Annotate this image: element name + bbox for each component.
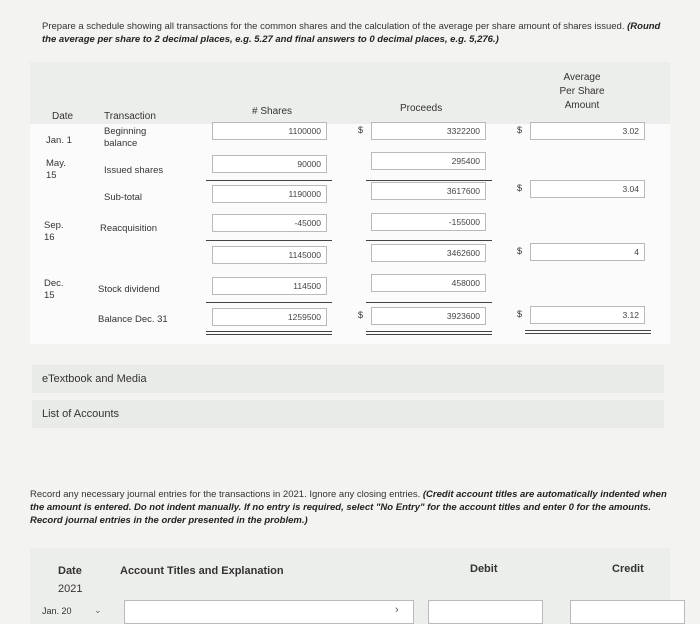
row3-transaction: Sub-total [104,192,143,203]
row1-shares-input[interactable]: 1100000 [212,122,327,140]
row7-avg-input[interactable]: 3.12 [530,306,645,324]
row6-proceeds-input[interactable]: 458000 [371,274,486,292]
row7-shares-double-underline [206,331,332,335]
row2-date: May. 15 [46,158,66,181]
journal-header-debit: Debit [470,563,498,575]
row4-proceeds-input[interactable]: -155000 [371,213,486,231]
row2-shares-input[interactable]: 90000 [212,155,327,173]
header-avg-line1: Average [563,72,601,83]
journal-header-credit: Credit [612,563,644,575]
row5-shares-input[interactable]: 1145000 [212,246,327,264]
row2-proceeds-input[interactable]: 295400 [371,152,486,170]
row6-transaction: Stock dividend [98,284,160,295]
row1-proceeds-dollar: $ [358,125,364,135]
row1-proceeds-input[interactable]: 3322200 [371,122,486,140]
journal-instructions-text: Record any necessary journal entries for the transactions in 2021. Ignore any closing entries. [30,489,421,500]
list-of-accounts-label: List of Accounts [42,408,120,420]
row1-transaction: Beginning balance [104,126,147,149]
row4-proceeds-underline [366,240,492,241]
row7-proceeds-dollar: $ [358,310,364,320]
journal-year: 2021 [58,583,83,595]
row7-avg-double-underline [525,330,651,334]
row5-avg-dollar: $ [517,246,523,256]
journal-credit-input[interactable] [570,600,685,624]
instructions-rounding-note: (Round the average per share to 2 decimal places, e.g. 5.27 and final answers to 0 decimal places, e.g. 5,276.) [42,21,661,45]
journal-instructions-note: (Credit account titles are automatically indented when the amount is entered. Do not indent manually. If no entry is required, select "No Entry" for the account titles and enter 0 for the amounts. Record journal entries in the order presented in the problem.) [30,489,667,526]
journal-header-date: Date [58,565,82,577]
chevron-down-icon: ⌄ [94,605,102,615]
journal-header-account: Account Titles and Explanation [120,565,284,577]
row7-transaction: Balance Dec. 31 [98,314,168,325]
schedule-instructions [42,20,662,46]
row6-shares-input[interactable]: 114500 [212,277,327,295]
row1-date: Jan. 1 [46,135,72,146]
header-average-per-share [558,71,606,113]
header-avg-line2: Per Share [559,86,605,97]
etextbook-link[interactable] [32,365,664,393]
row6-date: Dec. 15 [44,278,64,301]
row3-proceeds-input[interactable]: 3617600 [371,182,486,200]
row7-proceeds-double-underline [366,331,492,335]
row6-shares-underline [206,302,332,303]
row7-shares-input[interactable]: 1259500 [212,308,327,326]
row5-avg-input[interactable]: 4 [530,243,645,261]
row2-proceeds-underline [366,180,492,181]
row4-date: Sep. 16 [44,220,64,243]
journal-date-select[interactable] [34,603,108,623]
instructions-text: Prepare a schedule showing all transactions for the common shares and the calculation of the average per share amount of shares issued. [42,21,625,32]
journal-account-select[interactable] [124,600,414,624]
header-date: Date [52,111,74,122]
row7-proceeds-input[interactable]: 3923600 [371,307,486,325]
journal-debit-input[interactable] [428,600,543,624]
etextbook-label: eTextbook and Media [42,373,147,385]
header-transaction: Transaction [104,111,156,122]
row3-shares-input[interactable]: 1190000 [212,185,327,203]
journal-instructions [30,488,670,527]
row4-transaction: Reacquisition [100,223,158,234]
row6-proceeds-underline [366,302,492,303]
header-proceeds: Proceeds [400,103,443,114]
row3-avg-dollar: $ [517,183,523,193]
row3-avg-input[interactable]: 3.04 [530,180,645,198]
list-of-accounts-link[interactable] [32,400,664,428]
row2-transaction: Issued shares [104,165,164,176]
header-avg-line3: Amount [564,100,600,111]
chevron-right-icon: › [395,604,399,616]
row1-avg-dollar: $ [517,125,523,135]
journal-date-value: Jan. 20 [42,606,72,616]
row2-shares-underline [206,180,332,181]
row4-shares-input[interactable]: -45000 [212,214,327,232]
row1-avg-input[interactable]: 3.02 [530,122,645,140]
row5-proceeds-input[interactable]: 3462600 [371,244,486,262]
row4-shares-underline [206,240,332,241]
row7-avg-dollar: $ [517,309,523,319]
header-shares: # Shares [252,106,293,117]
